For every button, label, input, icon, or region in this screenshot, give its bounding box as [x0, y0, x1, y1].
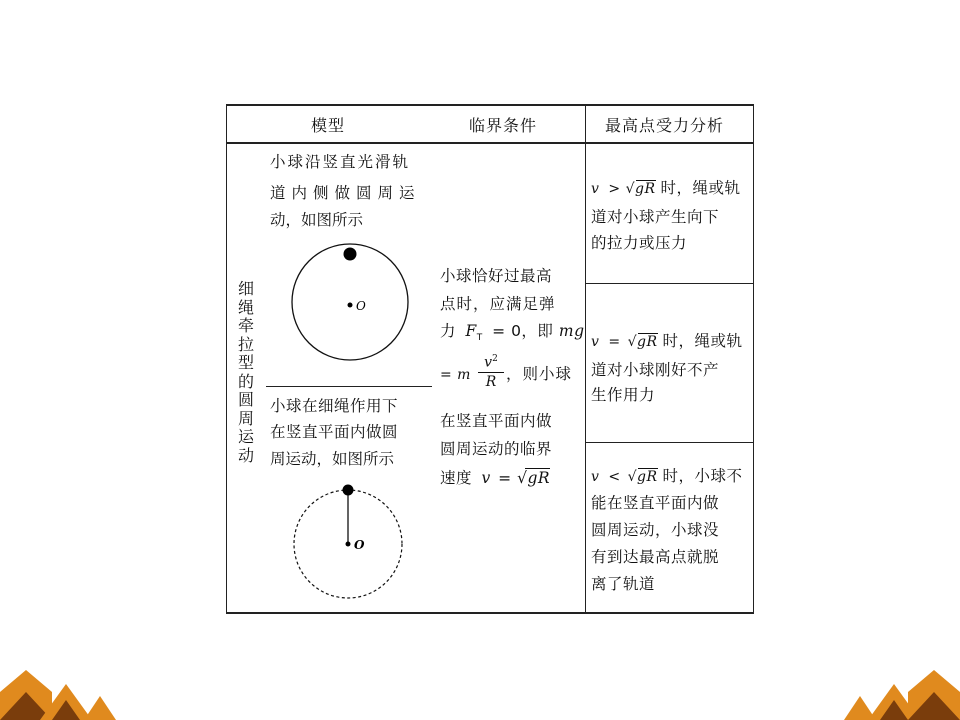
force-row1-line1 [591, 176, 740, 202]
model1-text-line1: 小球沿竖直光滑轨 [270, 153, 411, 171]
force-row2-line2: 道对小球刚好不产 [591, 361, 720, 379]
force-row3-line4: 有到达最高点就脱 [591, 548, 720, 566]
critical-line4 [440, 362, 471, 388]
smooth-track-diagram [284, 240, 424, 380]
equals-sign: = [498, 469, 512, 487]
decorative-triangles-right [840, 670, 960, 720]
sqrt-symbol: √ [625, 181, 635, 197]
table-top-border [226, 104, 754, 106]
center-dot [348, 303, 353, 308]
sqrt-symbol: √ [517, 469, 528, 487]
column-divider [585, 104, 586, 614]
force-row3-line1 [591, 464, 742, 490]
critical-line5: 在竖直平面内做 [440, 412, 553, 430]
sqrt-symbol: √ [627, 469, 637, 485]
sqrt-value: gR [634, 181, 656, 197]
header-model: 模型 [311, 116, 346, 135]
symbol-v: v [591, 469, 600, 485]
sqrt-value: gR [527, 469, 551, 487]
symbol-mg: mg [558, 322, 585, 340]
symbol-t-subscript: T [476, 333, 483, 344]
ball-at-top [344, 248, 357, 261]
symbol-v: v [481, 469, 491, 487]
model2-text-line1: 小球在细绳作用下 [270, 397, 399, 415]
critical-text: 力 [440, 322, 457, 340]
table-right-border [753, 104, 754, 614]
fraction-exponent: 2 [492, 354, 498, 364]
equals-m: = m [440, 367, 471, 383]
model1-text-line3: 动，如图所示 [270, 211, 364, 229]
row-header-rope-model: 细绳牵拉型的圆周运动 [237, 279, 254, 465]
force-row1-line2: 道对小球产生向下 [591, 208, 720, 226]
force-text: 时，绳或轨 [660, 179, 741, 197]
sqrt-gr [625, 180, 656, 197]
force-row3-line3: 圆周运动，小球没 [591, 521, 720, 539]
symbol-f: F [465, 322, 477, 340]
sqrt-symbol: √ [627, 334, 637, 350]
symbol-v: v [591, 334, 600, 350]
model2-text-line3: 周运动，如图所示 [270, 450, 395, 468]
comparison: > [608, 181, 621, 197]
fraction-v2-over-r [478, 350, 504, 391]
sqrt-value: gR [636, 469, 658, 485]
comparison: < [608, 469, 621, 485]
header-force-analysis: 最高点受力分析 [605, 116, 725, 135]
fraction-numerator: v [484, 354, 493, 371]
rope-diagram [282, 482, 422, 622]
center-dot [346, 542, 351, 547]
critical-line7 [440, 466, 550, 491]
table-left-border [226, 104, 227, 614]
header-bottom-border [226, 142, 754, 144]
critical-text: = 0，即 [492, 322, 554, 340]
row-divider-1 [585, 283, 754, 284]
sqrt-gr [517, 468, 551, 487]
ball-at-top [343, 485, 354, 496]
critical-line6: 圆周运动的临界 [440, 440, 553, 458]
critical-line3 [440, 319, 585, 351]
force-text: 时，绳或轨 [662, 332, 743, 350]
comparison: = [608, 334, 621, 350]
decorative-triangles-left [0, 670, 120, 720]
physics-table [226, 104, 754, 614]
model2-text-line2: 在竖直平面内做圆 [270, 423, 399, 441]
symbol-v: v [591, 181, 600, 197]
track-circle [292, 244, 408, 360]
model-divider [266, 386, 432, 387]
force-text: 时，小球不 [662, 467, 743, 485]
force-row2-line1 [591, 329, 742, 355]
center-label-o: O [354, 538, 365, 552]
sqrt-gr [627, 333, 658, 350]
critical-line1: 小球恰好过最高 [440, 267, 553, 285]
center-label-o: O [356, 299, 366, 313]
critical-line2: 点时，应满足弹 [440, 295, 556, 313]
header-critical-condition: 临界条件 [469, 116, 538, 135]
model1-text-line2: 道内侧做圆周运 [270, 184, 421, 202]
force-row2-line3: 生作用力 [591, 386, 656, 404]
sqrt-gr [627, 468, 658, 485]
critical-text: 速度 [440, 469, 473, 487]
fraction-denominator: R [485, 373, 497, 390]
sqrt-value: gR [636, 334, 658, 350]
force-row3-line2: 能在竖直平面内做 [591, 494, 720, 512]
force-row3-line5: 离了轨道 [591, 575, 656, 593]
force-row1-line3: 的拉力或压力 [591, 234, 688, 252]
critical-line4-tail: ，则小球 [506, 365, 573, 383]
row-divider-2 [585, 442, 754, 443]
